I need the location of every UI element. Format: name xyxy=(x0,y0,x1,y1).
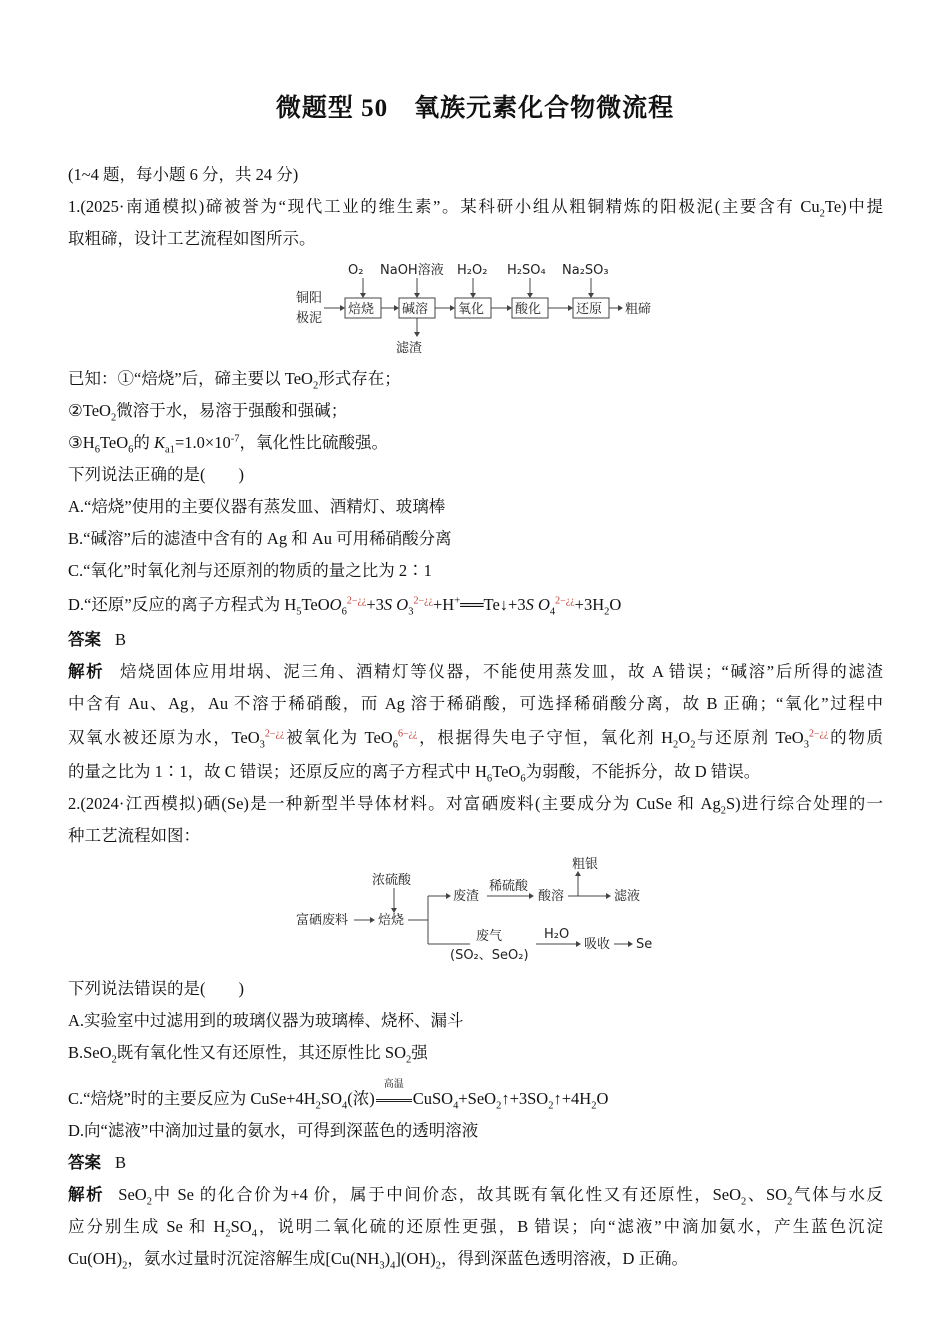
q1-explanation-line1: 解析 焙烧固体应用坩埚、泥三角、酒精灯等仪器，不能使用蒸发皿，故 A 错误；“碱溶”后所得的滤渣 xyxy=(68,662,883,681)
flow2-dilute: 稀硫酸 xyxy=(489,879,529,894)
q1-option-b: B.“碱溶”后的滤渣中含有的 Ag 和 Au 可用稀硝酸分离 xyxy=(68,529,452,548)
flow-reagent-o2: O₂ xyxy=(348,263,364,278)
flow2-silver: 粗银 xyxy=(572,857,599,872)
intro-text: (1~4 题，每小题 6 分，共 24 分) xyxy=(68,165,299,184)
q2-option-d: D.向“滤液”中滴加过量的氨水，可得到深蓝色的透明溶液 xyxy=(68,1121,479,1140)
q2-explanation-line2: 应分别生成 Se 和 $H_2SO_4$，说明二氧化硫的还原性更强，B 错误；向“滤液”中滴加氨水，产生蓝色沉淀 xyxy=(68,1217,884,1240)
flow2-absorb: 吸收 xyxy=(584,937,611,952)
flow-reagent-na2so3: Na₂SO₃ xyxy=(562,263,609,278)
q2-option-c: C.“焙烧”时的主要反应为 $CuSe+4H_2SO_4$(浓) 高温 $CuSO_4+SeO_2↑+3SO_2↑+4H_2O$ xyxy=(68,1079,609,1112)
flow2-start: 富硒废料 xyxy=(296,913,349,928)
flow2-roast: 焙烧 xyxy=(378,913,405,928)
flow-reagent-h2o2: H₂O₂ xyxy=(457,263,488,278)
q1-known-1: 已知：①“焙烧”后，碲主要以 TeO$_2$形式存在； xyxy=(68,369,401,392)
q2-explanation-line1: 解析 SeO$_2$中 Se 的化合价为+4 价，属于中间价态，故其既有氧化性又有还原性，SeO$_2$、$SO_2$气体与水反 xyxy=(68,1185,883,1208)
q1-stem-line1: 1.(2025·南通模拟)碲被誉为“现代工业的维生素”。某科研小组从粗铜精炼的阳极泥(主要含有 $Cu_2Te$)中提 xyxy=(68,197,883,220)
reaction-condition: 高温 xyxy=(375,1088,413,1110)
q2-stem-line2: 种工艺流程如图： xyxy=(68,826,200,845)
flow2-gas-composition: (SO₂、SeO₂) xyxy=(450,948,529,963)
flow-filter-residue: 滤渣 xyxy=(396,341,423,356)
flow-reagent-naoh: NaOH溶液 xyxy=(380,263,444,278)
flow2-reagent: 浓硫酸 xyxy=(372,873,412,888)
q2-option-b: B.SeO$_2$既有氧化性又有还原性，其还原性比 $SO_2$强 xyxy=(68,1043,428,1066)
flow2-se: Se xyxy=(636,937,653,952)
q1-explanation-line3: 双氧水被还原为水，TeO$_3^{2-¿¿}$被氧化为 TeO$_6^{6-¿¿}$，根据得失电子守恒，氧化剂 $H_2O_2$与还原剂 TeO$_3^{2-¿¿}$的物质 xyxy=(68,728,883,751)
q1-flow-diagram xyxy=(290,260,670,360)
q1-stem-line2: 取粗碲，设计工艺流程如图所示。 xyxy=(68,229,316,248)
q1-option-c: C.“氧化”时氧化剂与还原剂的物质的量之比为 2∶1 xyxy=(68,561,432,580)
flow-step-acidify: 酸化 xyxy=(515,302,542,317)
q2-explanation-line3: $Cu(OH)_2$，氨水过量时沉淀溶解生成$[Cu(NH_3)_4](OH)_2$，得到深蓝色透明溶液，D 正确。 xyxy=(68,1249,689,1272)
q2-stem-line1: 2.(2024·江西模拟)硒(Se)是一种新型半导体材料。对富硒废料(主要成分为 CuSe 和 $Ag_2S$)进行综合处理的一 xyxy=(68,794,884,817)
q1-known-3: $③H_6TeO_6$的 $K_{a1}=1.0\times 10^{-7}$，氧化性比硫酸强。 xyxy=(68,433,388,456)
q1-option-d: D.“还原”反应的离子方程式为 $H_5TeOO_6^{2-¿¿}+3S$ $O_3^{2-¿¿}+H^+══Te↓+3S$ $O_4^{2-¿¿}+3H_2O$ xyxy=(68,595,622,618)
flow2-acid: 酸溶 xyxy=(538,889,565,904)
q2-option-a: A.实验室中过滤用到的玻璃仪器为玻璃棒、烧杯、漏斗 xyxy=(68,1011,464,1030)
q1-known-2: ②TeO$_2$微溶于水，易溶于强酸和强碱； xyxy=(68,401,348,424)
q2-ask: 下列说法错误的是( ) xyxy=(68,979,244,998)
flow-end: 粗碲 xyxy=(625,302,652,317)
page-title: 微题型 50 氧族元素化合物微流程 xyxy=(275,95,675,122)
flow-step-reduce: 还原 xyxy=(576,302,603,317)
flow-step-alkali: 碱溶 xyxy=(402,302,429,317)
flow2-filtrate: 滤液 xyxy=(614,889,641,904)
q1-explanation-line4: 的量之比为 1∶1，故 C 错误；还原反应的离子方程式中 $H_6TeO_6$为弱酸，不能拆分，故 D 错误。 xyxy=(68,762,761,785)
flow-reagent-h2so4: H₂SO₄ xyxy=(507,263,546,278)
q1-explanation-line2: 中含有 Au、Ag，Au 不溶于稀硝酸，而 Ag 溶于稀硝酸，可选择稀硝酸分离，故 B 正确；“氧化”过程中 xyxy=(68,694,883,713)
q1-option-a: A.“焙烧”使用的主要仪器有蒸发皿、酒精灯、玻璃棒 xyxy=(68,497,446,516)
q1-ask: 下列说法正确的是( ) xyxy=(68,465,244,484)
q1-answer: 答案 B xyxy=(68,630,127,649)
flow-start-top: 铜阳 xyxy=(296,291,323,306)
flow2-gas: 废气 xyxy=(476,929,503,944)
q2-answer: 答案 B xyxy=(68,1153,127,1172)
flow-step-oxidize: 氧化 xyxy=(458,302,485,317)
flow-start-bottom: 极泥 xyxy=(296,311,323,326)
flow2-water: H₂O xyxy=(544,927,570,942)
flow2-residue: 废渣 xyxy=(453,889,480,904)
q2-flow-diagram xyxy=(294,852,664,970)
flow-step-roast: 焙烧 xyxy=(348,302,375,317)
